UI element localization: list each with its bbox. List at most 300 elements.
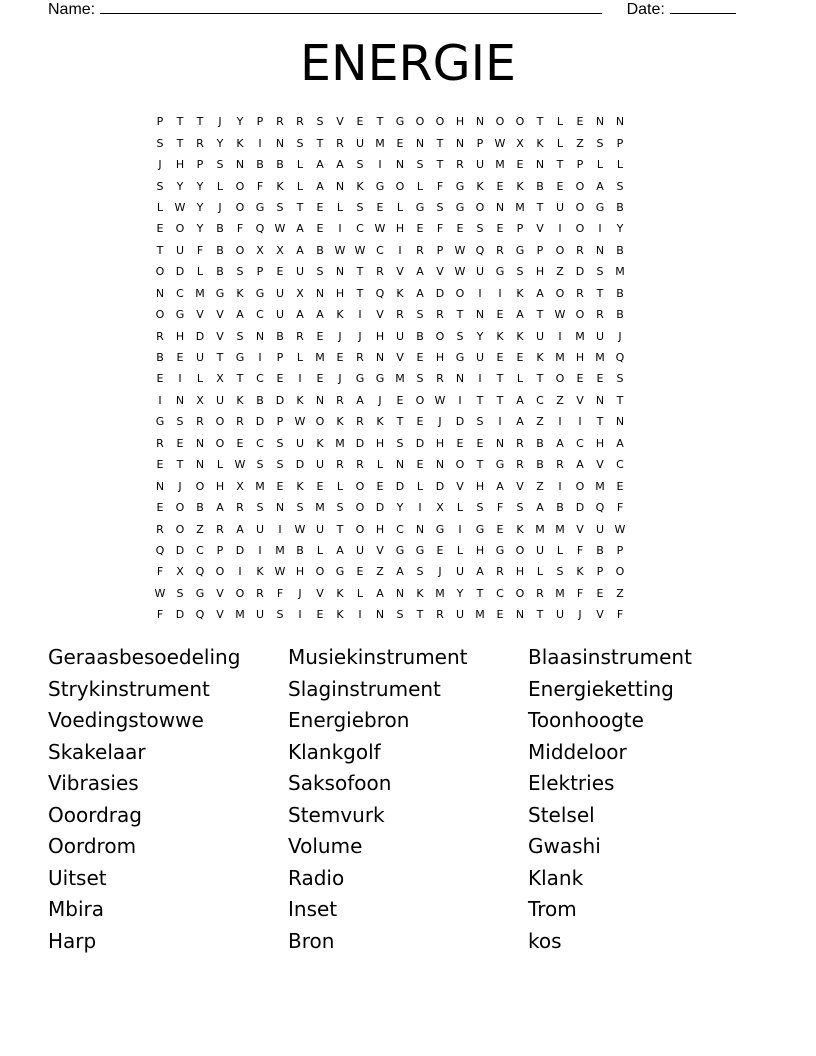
grid-letter[interactable]: A [616, 436, 624, 450]
grid-letter[interactable]: P [536, 243, 544, 257]
grid-letter[interactable]: S [256, 458, 264, 472]
grid-letter[interactable]: F [156, 565, 164, 579]
grid-letter[interactable]: O [575, 479, 585, 493]
grid-letter[interactable]: I [558, 222, 562, 236]
grid-letter[interactable]: G [235, 351, 245, 365]
grid-letter[interactable]: V [456, 479, 464, 493]
grid-letter[interactable]: D [575, 265, 585, 279]
grid-letter[interactable]: P [196, 158, 204, 172]
grid-letter[interactable]: T [296, 200, 304, 214]
grid-letter[interactable]: X [176, 565, 184, 579]
grid-letter[interactable]: O [155, 265, 165, 279]
grid-letter[interactable]: D [255, 415, 265, 429]
grid-letter[interactable]: B [536, 458, 544, 472]
grid-letter[interactable]: M [475, 608, 485, 622]
grid-letter[interactable]: E [236, 436, 244, 450]
grid-letter[interactable]: N [315, 286, 325, 300]
grid-letter[interactable]: U [195, 351, 205, 365]
grid-letter[interactable]: B [536, 436, 544, 450]
grid-letter[interactable]: D [575, 501, 585, 515]
grid-letter[interactable]: W [174, 200, 186, 214]
grid-letter[interactable]: E [396, 393, 404, 407]
grid-letter[interactable]: C [376, 243, 384, 257]
grid-letter[interactable]: B [536, 179, 544, 193]
grid-letter[interactable]: R [156, 436, 164, 450]
grid-letter[interactable]: E [416, 351, 424, 365]
grid-letter[interactable]: I [338, 222, 342, 236]
grid-letter[interactable]: X [516, 136, 524, 150]
grid-letter[interactable]: N [615, 115, 625, 129]
grid-letter[interactable]: G [495, 543, 505, 557]
grid-letter[interactable]: A [296, 243, 304, 257]
grid-letter[interactable]: E [516, 351, 524, 365]
grid-letter[interactable]: V [576, 522, 584, 536]
grid-letter[interactable]: G [375, 179, 385, 193]
grid-letter[interactable]: E [476, 436, 484, 450]
grid-letter[interactable]: O [415, 115, 425, 129]
grid-letter[interactable]: A [336, 543, 344, 557]
grid-letter[interactable]: L [196, 265, 204, 279]
grid-letter[interactable]: L [556, 115, 564, 129]
grid-letter[interactable]: I [258, 351, 262, 365]
grid-letter[interactable]: S [396, 608, 404, 622]
grid-letter[interactable]: W [234, 458, 246, 472]
grid-letter[interactable]: U [315, 458, 325, 472]
grid-letter[interactable]: U [355, 136, 365, 150]
grid-letter[interactable]: R [436, 308, 444, 322]
grid-letter[interactable]: O [315, 415, 325, 429]
grid-letter[interactable]: U [455, 608, 465, 622]
grid-letter[interactable]: G [255, 200, 265, 214]
grid-letter[interactable]: Z [576, 136, 584, 150]
grid-letter[interactable]: M [195, 286, 205, 300]
grid-letter[interactable]: R [396, 308, 404, 322]
grid-letter[interactable]: N [235, 158, 245, 172]
grid-letter[interactable]: E [156, 222, 164, 236]
grid-letter[interactable]: E [596, 586, 604, 600]
grid-letter[interactable]: E [156, 372, 164, 386]
grid-letter[interactable]: C [356, 222, 364, 236]
grid-letter[interactable]: S [356, 158, 364, 172]
grid-letter[interactable]: Y [176, 179, 184, 193]
grid-letter[interactable]: U [475, 158, 485, 172]
grid-letter[interactable]: M [335, 436, 345, 450]
grid-letter[interactable]: A [516, 415, 524, 429]
grid-letter[interactable]: E [316, 372, 324, 386]
grid-letter[interactable]: E [356, 115, 364, 129]
grid-letter[interactable]: P [596, 565, 604, 579]
grid-letter[interactable]: J [218, 115, 222, 129]
grid-letter[interactable]: O [155, 308, 165, 322]
grid-letter[interactable]: F [616, 501, 624, 515]
grid-letter[interactable]: O [195, 479, 205, 493]
grid-letter[interactable]: O [415, 393, 425, 407]
grid-letter[interactable]: Y [396, 501, 404, 515]
grid-letter[interactable]: R [576, 243, 584, 257]
grid-letter[interactable]: W [454, 265, 466, 279]
grid-letter[interactable]: I [558, 479, 562, 493]
grid-letter[interactable]: G [335, 565, 345, 579]
grid-letter[interactable]: E [496, 522, 504, 536]
grid-letter[interactable]: R [496, 565, 504, 579]
grid-letter[interactable]: M [575, 329, 585, 343]
grid-letter[interactable]: N [275, 136, 285, 150]
grid-letter[interactable]: E [496, 351, 504, 365]
grid-letter[interactable]: T [336, 522, 344, 536]
grid-letter[interactable]: A [316, 179, 324, 193]
grid-letter[interactable]: M [395, 372, 405, 386]
grid-letter[interactable]: S [256, 501, 264, 515]
grid-letter[interactable]: T [236, 372, 244, 386]
grid-letter[interactable]: Y [456, 586, 464, 600]
grid-letter[interactable]: N [415, 522, 425, 536]
grid-letter[interactable]: H [215, 479, 225, 493]
grid-letter[interactable]: V [376, 308, 384, 322]
grid-letter[interactable]: R [596, 308, 604, 322]
grid-letter[interactable]: G [195, 586, 205, 600]
grid-letter[interactable]: L [156, 200, 164, 214]
grid-letter[interactable]: S [616, 372, 624, 386]
grid-letter[interactable]: S [176, 586, 184, 600]
grid-letter[interactable]: D [295, 458, 305, 472]
grid-letter[interactable]: O [455, 286, 465, 300]
grid-letter[interactable]: E [376, 200, 384, 214]
grid-letter[interactable]: E [496, 222, 504, 236]
grid-letter[interactable]: A [216, 501, 224, 515]
grid-letter[interactable]: P [276, 415, 284, 429]
grid-letter[interactable]: L [336, 200, 344, 214]
grid-letter[interactable]: O [555, 372, 565, 386]
grid-letter[interactable]: N [595, 115, 605, 129]
grid-letter[interactable]: U [395, 329, 405, 343]
grid-letter[interactable]: M [315, 351, 325, 365]
grid-letter[interactable]: N [195, 458, 205, 472]
grid-letter[interactable]: N [495, 200, 505, 214]
grid-letter[interactable]: S [396, 436, 404, 450]
grid-letter[interactable]: L [596, 158, 604, 172]
grid-letter[interactable]: N [175, 393, 185, 407]
grid-letter[interactable]: L [456, 543, 464, 557]
grid-letter[interactable]: D [375, 501, 385, 515]
grid-letter[interactable]: A [516, 393, 524, 407]
grid-letter[interactable]: N [395, 458, 405, 472]
grid-letter[interactable]: T [596, 415, 604, 429]
grid-letter[interactable]: B [196, 501, 204, 515]
grid-letter[interactable]: J [438, 415, 442, 429]
grid-letter[interactable]: N [315, 393, 325, 407]
grid-letter[interactable]: B [256, 393, 264, 407]
grid-letter[interactable]: R [336, 458, 344, 472]
grid-letter[interactable]: I [298, 372, 302, 386]
grid-letter[interactable]: O [215, 415, 225, 429]
grid-letter[interactable]: M [495, 158, 505, 172]
grid-letter[interactable]: H [575, 351, 585, 365]
grid-letter[interactable]: Z [376, 565, 384, 579]
grid-letter[interactable]: N [335, 179, 345, 193]
grid-letter[interactable]: Q [195, 608, 205, 622]
grid-letter[interactable]: N [455, 136, 465, 150]
grid-letter[interactable]: O [215, 565, 225, 579]
grid-letter[interactable]: T [496, 393, 504, 407]
grid-letter[interactable]: I [478, 372, 482, 386]
grid-letter[interactable]: J [378, 393, 382, 407]
grid-letter[interactable]: G [495, 265, 505, 279]
grid-letter[interactable]: V [436, 265, 444, 279]
grid-letter[interactable]: F [276, 586, 284, 600]
grid-letter[interactable]: Q [195, 565, 205, 579]
grid-letter[interactable]: X [216, 372, 224, 386]
grid-letter[interactable]: U [275, 308, 285, 322]
grid-letter[interactable]: U [555, 200, 565, 214]
grid-letter[interactable]: T [196, 115, 204, 129]
grid-letter[interactable]: L [216, 179, 224, 193]
grid-letter[interactable]: I [158, 393, 162, 407]
grid-letter[interactable]: K [276, 179, 284, 193]
grid-letter[interactable]: D [235, 543, 245, 557]
grid-letter[interactable]: D [435, 286, 445, 300]
grid-letter[interactable]: I [558, 329, 562, 343]
grid-letter[interactable]: H [475, 479, 485, 493]
grid-letter[interactable]: P [476, 136, 484, 150]
grid-letter[interactable]: W [434, 393, 446, 407]
grid-letter[interactable]: A [576, 458, 584, 472]
grid-letter[interactable]: A [316, 308, 324, 322]
grid-letter[interactable]: O [235, 200, 245, 214]
grid-letter[interactable]: V [336, 115, 344, 129]
grid-letter[interactable]: U [215, 393, 225, 407]
grid-letter[interactable]: E [576, 372, 584, 386]
grid-letter[interactable]: X [296, 286, 304, 300]
grid-letter[interactable]: S [596, 265, 604, 279]
grid-letter[interactable]: C [536, 393, 544, 407]
grid-letter[interactable]: E [416, 222, 424, 236]
grid-letter[interactable]: R [516, 436, 524, 450]
grid-letter[interactable]: K [416, 586, 424, 600]
grid-letter[interactable]: G [475, 522, 485, 536]
grid-letter[interactable]: K [476, 179, 484, 193]
grid-letter[interactable]: J [618, 329, 622, 343]
grid-letter[interactable]: M [435, 586, 445, 600]
grid-letter[interactable]: V [376, 543, 384, 557]
grid-letter[interactable]: Q [595, 501, 605, 515]
grid-letter[interactable]: B [616, 286, 624, 300]
grid-letter[interactable]: B [216, 243, 224, 257]
grid-letter[interactable]: T [156, 243, 164, 257]
grid-letter[interactable]: D [435, 479, 445, 493]
grid-letter[interactable]: S [616, 179, 624, 193]
grid-letter[interactable]: L [296, 179, 304, 193]
grid-letter[interactable]: B [316, 243, 324, 257]
grid-letter[interactable]: O [475, 200, 485, 214]
grid-letter[interactable]: V [216, 329, 224, 343]
grid-letter[interactable]: M [555, 351, 565, 365]
grid-letter[interactable]: O [575, 200, 585, 214]
grid-letter[interactable]: Z [556, 265, 564, 279]
grid-letter[interactable]: K [516, 329, 524, 343]
grid-letter[interactable]: E [316, 608, 324, 622]
grid-letter[interactable]: N [395, 586, 405, 600]
grid-letter[interactable]: L [376, 458, 384, 472]
grid-letter[interactable]: T [536, 608, 544, 622]
grid-letter[interactable]: E [176, 351, 184, 365]
grid-letter[interactable]: E [336, 351, 344, 365]
grid-letter[interactable]: F [436, 222, 444, 236]
grid-letter[interactable]: P [516, 222, 524, 236]
grid-letter[interactable]: A [476, 565, 484, 579]
grid-letter[interactable]: E [316, 479, 324, 493]
grid-letter[interactable]: T [356, 286, 364, 300]
grid-letter[interactable]: D [175, 265, 185, 279]
grid-letter[interactable]: E [516, 158, 524, 172]
grid-letter[interactable]: W [354, 243, 366, 257]
grid-letter[interactable]: H [535, 265, 545, 279]
grid-letter[interactable]: K [256, 565, 264, 579]
grid-letter[interactable]: I [578, 415, 582, 429]
grid-letter[interactable]: A [536, 501, 544, 515]
grid-letter[interactable]: Q [155, 543, 165, 557]
grid-letter[interactable]: D [195, 329, 205, 343]
grid-letter[interactable]: S [276, 608, 284, 622]
grid-letter[interactable]: S [336, 501, 344, 515]
grid-letter[interactable]: O [435, 329, 445, 343]
grid-letter[interactable]: O [175, 522, 185, 536]
grid-letter[interactable]: I [258, 136, 262, 150]
grid-letter[interactable]: G [595, 200, 605, 214]
grid-letter[interactable]: N [615, 415, 625, 429]
grid-letter[interactable]: M [235, 608, 245, 622]
grid-letter[interactable]: U [275, 286, 285, 300]
grid-letter[interactable]: E [276, 265, 284, 279]
grid-letter[interactable]: O [235, 586, 245, 600]
grid-letter[interactable]: W [374, 222, 386, 236]
grid-letter[interactable]: U [295, 436, 305, 450]
grid-letter[interactable]: P [616, 136, 624, 150]
grid-letter[interactable]: I [458, 393, 462, 407]
grid-letter[interactable]: M [535, 522, 545, 536]
grid-letter[interactable]: K [336, 415, 344, 429]
grid-letter[interactable]: L [336, 479, 344, 493]
grid-letter[interactable]: B [216, 265, 224, 279]
grid-letter[interactable]: G [515, 243, 525, 257]
grid-letter[interactable]: H [475, 543, 485, 557]
grid-letter[interactable]: O [215, 436, 225, 450]
grid-letter[interactable]: M [515, 200, 525, 214]
grid-letter[interactable]: H [455, 115, 465, 129]
grid-letter[interactable]: A [236, 522, 244, 536]
grid-letter[interactable]: T [396, 415, 404, 429]
grid-letter[interactable]: A [296, 222, 304, 236]
grid-letter[interactable]: N [375, 608, 385, 622]
grid-letter[interactable]: W [494, 136, 506, 150]
grid-letter[interactable]: H [175, 329, 185, 343]
grid-letter[interactable]: J [158, 158, 162, 172]
grid-letter[interactable]: O [355, 501, 365, 515]
grid-letter[interactable]: S [296, 501, 304, 515]
grid-letter[interactable]: A [556, 436, 564, 450]
grid-letter[interactable]: E [276, 479, 284, 493]
grid-letter[interactable]: S [236, 329, 244, 343]
grid-letter[interactable]: R [236, 501, 244, 515]
grid-letter[interactable]: G [455, 351, 465, 365]
grid-letter[interactable]: S [476, 501, 484, 515]
grid-letter[interactable]: L [316, 543, 324, 557]
grid-letter[interactable]: N [195, 436, 205, 450]
grid-letter[interactable]: S [236, 265, 244, 279]
grid-letter[interactable]: W [294, 415, 306, 429]
grid-letter[interactable]: S [436, 200, 444, 214]
grid-letter[interactable]: R [336, 136, 344, 150]
grid-letter[interactable]: R [296, 115, 304, 129]
grid-letter[interactable]: R [356, 351, 364, 365]
grid-letter[interactable]: C [616, 458, 624, 472]
grid-letter[interactable]: S [296, 136, 304, 150]
grid-letter[interactable]: V [216, 586, 224, 600]
grid-letter[interactable]: W [614, 522, 626, 536]
grid-letter[interactable]: D [175, 608, 185, 622]
grid-letter[interactable]: Y [216, 136, 224, 150]
grid-letter[interactable]: L [516, 372, 524, 386]
grid-letter[interactable]: R [216, 522, 224, 536]
grid-letter[interactable]: A [496, 479, 504, 493]
grid-letter[interactable]: S [456, 329, 464, 343]
grid-letter[interactable]: H [435, 436, 445, 450]
grid-letter[interactable]: U [475, 351, 485, 365]
grid-letter[interactable]: F [196, 243, 204, 257]
grid-letter[interactable]: R [536, 586, 544, 600]
grid-letter[interactable]: O [495, 115, 505, 129]
grid-letter[interactable]: J [338, 372, 342, 386]
grid-letter[interactable]: U [455, 565, 465, 579]
grid-letter[interactable]: U [355, 543, 365, 557]
grid-letter[interactable]: N [455, 372, 465, 386]
grid-letter[interactable]: Z [616, 586, 624, 600]
grid-letter[interactable]: A [596, 179, 604, 193]
grid-letter[interactable]: I [598, 222, 602, 236]
grid-letter[interactable]: N [395, 158, 405, 172]
grid-letter[interactable]: U [295, 265, 305, 279]
grid-letter[interactable]: L [556, 543, 564, 557]
grid-letter[interactable]: P [436, 243, 444, 257]
grid-letter[interactable]: S [416, 372, 424, 386]
grid-letter[interactable]: S [416, 308, 424, 322]
grid-letter[interactable]: N [375, 351, 385, 365]
grid-letter[interactable]: V [596, 458, 604, 472]
grid-letter[interactable]: S [516, 501, 524, 515]
grid-letter[interactable]: D [395, 479, 405, 493]
grid-letter[interactable]: R [356, 415, 364, 429]
grid-letter[interactable]: C [196, 543, 204, 557]
grid-letter[interactable]: E [436, 543, 444, 557]
grid-letter[interactable]: E [316, 222, 324, 236]
grid-letter[interactable]: R [196, 136, 204, 150]
grid-letter[interactable]: S [276, 200, 284, 214]
grid-letter[interactable]: I [558, 415, 562, 429]
grid-letter[interactable]: U [595, 329, 605, 343]
grid-letter[interactable]: X [276, 243, 284, 257]
grid-letter[interactable]: O [555, 243, 565, 257]
grid-letter[interactable]: G [395, 115, 405, 129]
grid-letter[interactable]: I [258, 543, 262, 557]
grid-letter[interactable]: I [298, 608, 302, 622]
grid-letter[interactable]: A [316, 158, 324, 172]
grid-letter[interactable]: E [496, 179, 504, 193]
grid-letter[interactable]: T [476, 393, 484, 407]
grid-letter[interactable]: F [236, 222, 244, 236]
grid-letter[interactable]: N [155, 286, 165, 300]
grid-letter[interactable]: O [235, 179, 245, 193]
grid-letter[interactable]: U [475, 265, 485, 279]
grid-letter[interactable]: I [498, 286, 502, 300]
